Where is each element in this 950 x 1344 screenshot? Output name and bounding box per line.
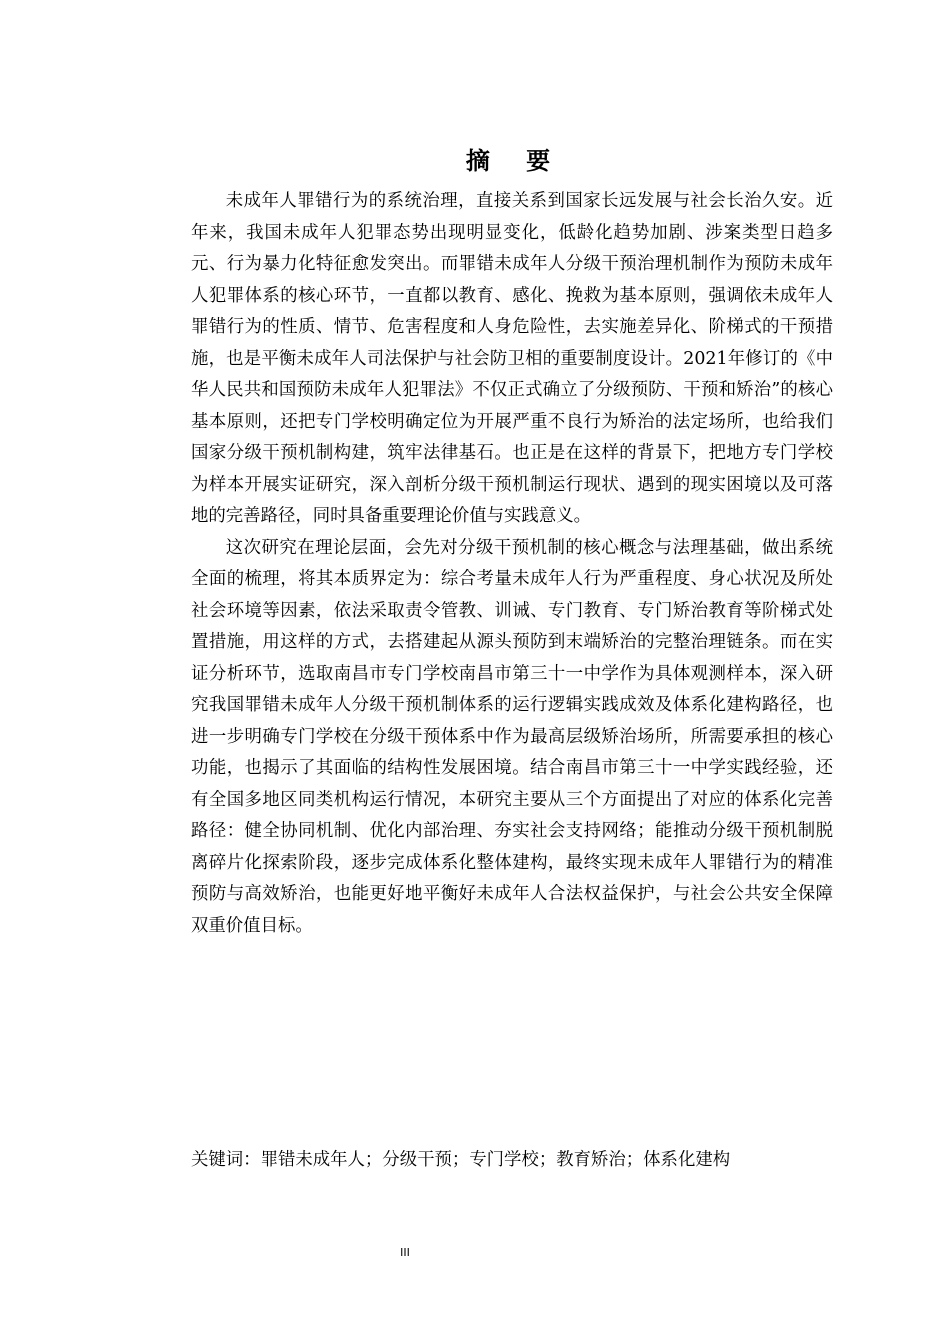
keywords-line: 关键词：罪错未成年人；分级干预；专门学校；教育矫治；体系化建构 xyxy=(191,1150,731,1170)
abstract-paragraph-1: 未成年人罪错行为的系统治理，直接关系到国家长远发展与社会长治久安。近年来，我国未成年人犯罪态势出现明显变化，低龄化趋势加剧、涉案类型日趋多元、行为暴力化特征愈发突出。而罪错未成年人分级干预治理机制作为预防未成年人犯罪体系的核心环节，一直都以教育、感化、挽救为基本原则，强调依未成年人罪错行为的性质、情节、危害程度和人身危险性，去实施差异化、阶梯式的干预措施，也是平衡未成年人司法保护与社会防卫相的重要制度设计。2021年修订的《中华人民共和国预防未成年人犯罪法》不仅正式确立了分级预防、干预和矫治”的核心基本原则，还把专门学校明确定位为开展严重不良行为矫治的法定场所，也给我们国家分级干预机制构建，筑牢法律基石。也正是在这样的背景下，把地方专门学校为样本开展实证研究，深入剖析分级干预机制运行现状、遇到的现实困境以及可落地的完善路径，同时具备重要理论价值与实践意义。 xyxy=(191,191,833,526)
page-number: III xyxy=(400,1246,410,1259)
abstract-paragraph-2: 这次研究在理论层面，会先对分级干预机制的核心概念与法理基础，做出系统全面的梳理，将其本质界定为：综合考量未成年人行为严重程度、身心状况及所处社会环境等因素，依法采取责令管教、训诫、专门教育、专门矫治教育等阶梯式处置措施，用这样的方式，去搭建起从源头预防到末端矫治的完整治理链条。而在实证分析环节，选取南昌市专门学校南昌市第三十一中学作为具体观测样本，深入研究我国罪错未成年人分级干预机制体系的运行逻辑实践成效及体系化建构路径，也进一步明确专门学校在分级干预体系中作为最高层级矫治场所，所需要承担的核心功能，也揭示了其面临的结构性发展困境。结合南昌市第三十一中学实践经验，还有全国多地区同类机构运行情况，本研究主要从三个方面提出了对应的体系化完善路径：健全协同机制、优化内部治理、夯实社会支持网络；能推动分级干预机制脱离碎片化探索阶段，逐步完成体系化整体建构，最终实现未成年人罪错行为的精准预防与高效矫治，也能更好地平衡好未成年人合法权益保护，与社会公共安全保障双重价值目标。 xyxy=(191,537,833,936)
abstract-body xyxy=(191,186,833,942)
page-title: 摘 要 xyxy=(465,147,565,175)
